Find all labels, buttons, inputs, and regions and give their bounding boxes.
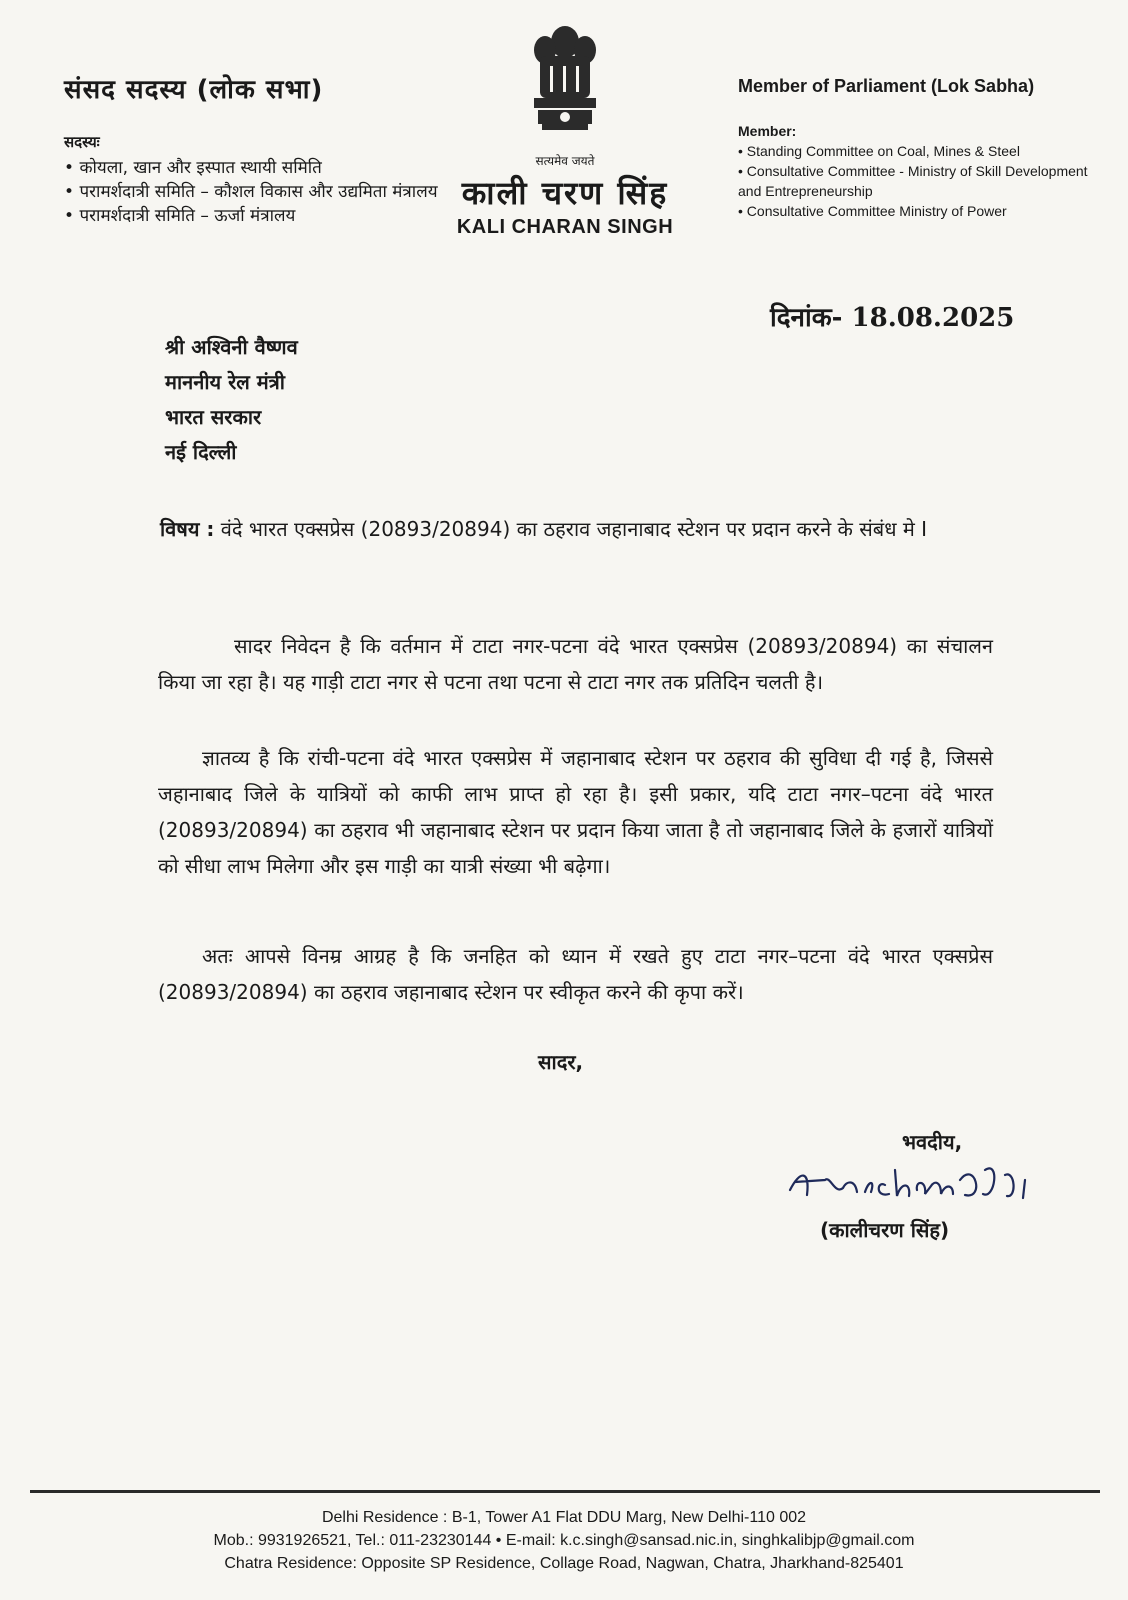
footer-contact: Mob.: 9931926521, Tel.: 011-23230144 • E-mail: k.c.singh@sansad.nic.in, singhkalibjp@gmail.com [213,1532,915,1549]
header-right-member-item: • Consultative Committee Ministry of Power [738,201,1088,221]
handwritten-signature [785,1150,1115,1210]
header-left-block [64,70,454,228]
addressee-block [165,330,298,470]
body-paragraph: अतः आपसे विनम्र आग्रह है कि जनहित को ध्यान में रखते हुए टाटा नगर–पटना वंदे भारत एक्सप्रेस (20893/20894) का ठहराव जहानाबाद स्टेशन पर स्वीकृत करने की कृपा करें। [158,944,993,1004]
header-right-member-list [738,141,1088,221]
footer-divider [30,1490,1100,1493]
subject-label: विषय : [160,517,215,541]
subject-line [160,512,990,546]
subject-text: वंदे भारत एक्सप्रेस (20893/20894) का ठहराव जहानाबाद स्टेशन पर प्रदान करने के संबंध मे I [220,517,928,541]
addressee-line: नई दिल्ली [165,440,237,464]
closing-sadar: सादर, [538,1050,584,1074]
header-left-title: संसद सदस्य (लोक सभा) [64,75,324,105]
closing-bhavdiya: भवदीय, [902,1130,963,1154]
signer-name: (कालीचरण सिंह) [820,1218,950,1242]
header-left-member-item: • परामर्शदात्री समिति – कौशल विकास और उद्यमिता मंत्रालय [64,180,454,204]
header-right-title: Member of Parliament (Lok Sabha) [738,76,1035,96]
sender-name-hindi: काली चरण सिंह [461,174,669,212]
addressee-line: माननीय रेल मंत्री [165,370,285,394]
header-left-member-label: सदस्यः [64,133,100,151]
sender-name-english: KALI CHARAN SINGH [456,216,674,238]
footer-chatra-residence: Chatra Residence: Opposite SP Residence, Collage Road, Nagwan, Chatra, Jharkhand-825401 [224,1555,904,1572]
header-right-block [738,76,1088,221]
letter-date: दिनांक- 18.08.2025 [770,303,1015,333]
header-right-member-item: • Consultative Committee - Ministry of Skill Development and Entrepreneurship [738,161,1088,201]
emblem-motto: सत्यमेव जयते [535,154,595,168]
header-left-member-item: • परामर्शदात्री समिति – ऊर्जा मंत्रालय [64,204,454,228]
header-left-member-list [64,156,454,228]
header-right-member-label: Member: [738,123,797,139]
addressee-line: श्री अश्विनी वैष्णव [165,335,298,359]
header-right-member-item: • Standing Committee on Coal, Mines & Steel [738,141,1088,161]
body-paragraph: सादर निवेदन है कि वर्तमान में टाटा नगर-पटना वंदे भारत एक्सप्रेस (20893/20894) का संचालन किया जा रहा है। यह गाड़ी टाटा नगर से पटना तथा पटना से टाटा नगर तक प्रतिदिन चलती है। [158,634,993,694]
header-center-block [440,20,690,239]
footer-address-block [0,1506,1128,1575]
body-paragraph: ज्ञातव्य है कि रांची-पटना वंदे भारत एक्सप्रेस में जहानाबाद स्टेशन पर ठहराव की सुविधा दी गई है, जिससे जहानाबाद जिले के यात्रियों को काफी लाभ प्राप्त हो रहा है। इसी प्रकार, यदि टाटा नगर–पटना वंदे भारत (20893/20894) का ठहराव भी जहानाबाद स्टेशन पर प्रदान किया जाता है तो जहानाबाद जिले के हजारों यात्रियों को सीधा लाभ मिलेगा और इस गाड़ी का यात्री संख्या भी बढ़ेगा। [158,746,993,878]
national-emblem-icon [520,20,610,150]
header-left-member-item: • कोयला, खान और इस्पात स्थायी समिति [64,156,454,180]
addressee-line: भारत सरकार [165,405,262,429]
footer-delhi-residence: Delhi Residence : B-1, Tower A1 Flat DDU Marg, New Delhi-110 002 [321,1509,807,1526]
